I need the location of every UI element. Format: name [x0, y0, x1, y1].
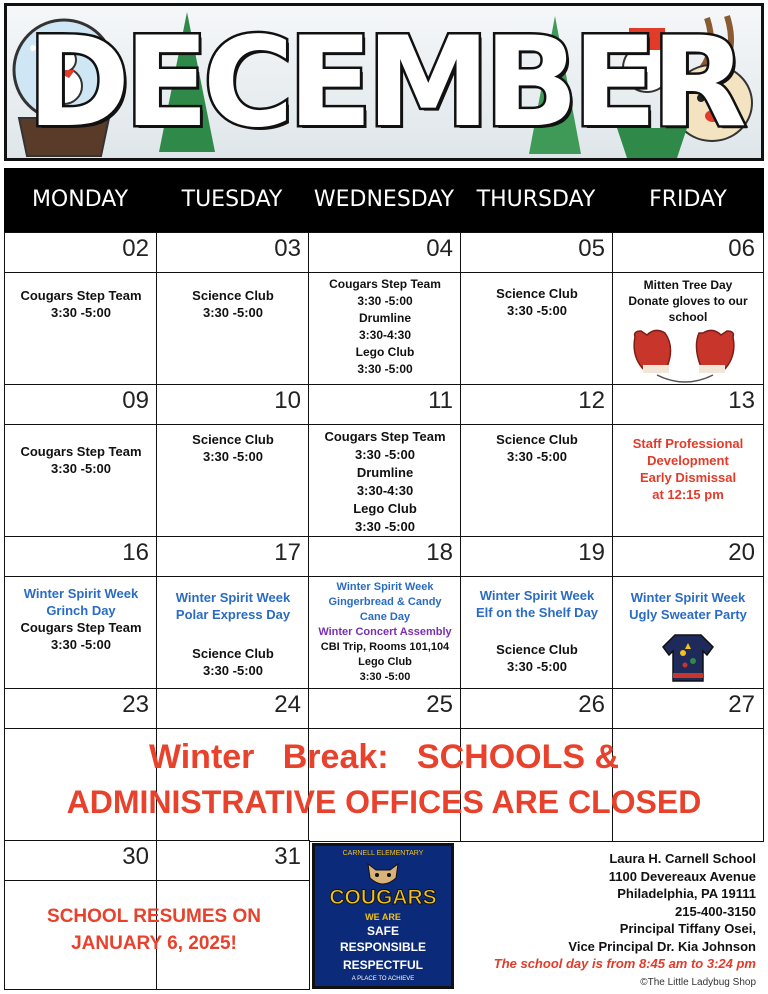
date-number: 16	[122, 539, 149, 566]
concert-line: Winter Concert Assembly	[318, 626, 452, 638]
date-number: 19	[578, 539, 605, 566]
date-number: 26	[578, 691, 605, 718]
event-cell	[308, 576, 462, 690]
event-cell	[460, 272, 614, 386]
date-cell	[460, 384, 614, 426]
event-line: Drumline	[358, 311, 411, 325]
event-cell	[460, 576, 614, 690]
event-cell	[4, 272, 158, 386]
event-line: 3:30-4:30	[356, 483, 414, 498]
date-number: 25	[426, 691, 453, 718]
winter-break-line: ADMINISTRATIVE OFFICES ARE CLOSED	[66, 784, 702, 820]
event-line: Lego Club	[358, 656, 412, 668]
event-cell	[156, 576, 310, 690]
date-number: 02	[122, 235, 149, 262]
event-line: Science Club	[192, 288, 274, 303]
mittens-icon	[627, 327, 747, 383]
date-cell	[156, 384, 310, 426]
date-number: 05	[578, 235, 605, 262]
date-number: 03	[274, 235, 301, 262]
date-cell	[4, 536, 158, 578]
logo-responsible: RESPONSIBLE	[339, 940, 426, 954]
copyright: ©The Little Ladybug Shop	[640, 977, 756, 988]
resume-line: JANUARY 6, 2025!	[71, 933, 237, 954]
school-name: Laura H. Carnell School	[609, 851, 756, 866]
event-line: 3:30 -5:00	[355, 447, 415, 462]
logo-we-are: WE ARE	[365, 912, 401, 922]
logo-name: COUGARS	[329, 886, 437, 909]
event-cell	[4, 576, 158, 690]
date-number: 17	[274, 539, 301, 566]
spirit-week-line: Winter Spirit Week	[23, 586, 139, 601]
event-cell	[460, 424, 614, 538]
resume-line: SCHOOL RESUMES ON	[47, 906, 261, 927]
event-line: Science Club	[496, 642, 578, 657]
event-line: 3:30 -5:00	[51, 461, 111, 476]
event-line: Science Club	[496, 286, 578, 301]
weekday-label: WEDNESDAY	[313, 187, 455, 212]
event-line: CBI Trip, Rooms 101,104	[320, 641, 450, 653]
event-line: 3:30 -5:00	[507, 449, 567, 464]
event-cell	[612, 272, 764, 386]
event-line: Cougars Step Team	[20, 620, 142, 635]
date-cell	[156, 536, 310, 578]
school-phone: 215-400-3150	[675, 903, 756, 919]
date-cell	[612, 384, 764, 426]
date-number: 09	[122, 387, 149, 414]
date-number: 20	[728, 539, 755, 566]
event-cell	[308, 272, 462, 386]
cougar-icon	[364, 860, 402, 888]
event-line: 3:30 -5:00	[507, 303, 567, 318]
spirit-week-line: Winter Spirit Week	[630, 590, 746, 605]
event-line: 3:30 -5:00	[203, 305, 263, 320]
date-cell	[4, 840, 158, 882]
date-cell	[460, 232, 614, 274]
date-cell	[4, 688, 158, 730]
date-cell	[156, 840, 310, 882]
school-street: 1100 Devereaux Avenue	[608, 868, 756, 884]
winter-break-line: Winter Break: SCHOOLS &	[148, 738, 620, 776]
date-number: 23	[122, 691, 149, 718]
spirit-week-line: Elf on the Shelf Day	[475, 605, 599, 620]
event-line: 3:30 -5:00	[203, 663, 263, 678]
school-hours: The school day is from 8:45 am to 3:24 pm	[493, 956, 756, 971]
school-city: Philadelphia, PA 19111	[617, 886, 756, 901]
date-cell	[460, 536, 614, 578]
date-cell	[308, 536, 462, 578]
event-cell	[156, 424, 310, 538]
logo-safe: SAFE	[366, 924, 399, 938]
event-line: Cougars Step Team	[324, 429, 446, 444]
date-cell	[612, 688, 764, 730]
event-line: 3:30 -5:00	[355, 519, 415, 534]
event-line: 3:30 -5:00	[51, 305, 111, 320]
event-line: 3:30 -5:00	[359, 671, 411, 683]
date-number: 18	[426, 539, 453, 566]
event-line: 3:30 -5:00	[203, 449, 263, 464]
date-cell	[308, 232, 462, 274]
spirit-week-line: Winter Spirit Week	[479, 588, 595, 603]
weekday-header	[4, 168, 764, 232]
spirit-week-line: Winter Spirit Week	[336, 581, 434, 593]
date-cell	[156, 232, 310, 274]
event-line: 3:30 -5:00	[51, 637, 111, 652]
date-cell	[4, 384, 158, 426]
spirit-week-line: Gingerbread & Candy	[328, 596, 442, 608]
event-line: Donate gloves to our	[628, 294, 748, 308]
date-cell	[308, 384, 462, 426]
december-banner	[4, 3, 764, 161]
school-info	[426, 850, 756, 973]
event-line: Science Club	[192, 432, 274, 447]
event-line: Development	[647, 453, 729, 468]
event-line: Cougars Step Team	[329, 277, 441, 291]
date-number: 06	[728, 235, 755, 262]
date-number: 12	[578, 387, 605, 414]
date-cell	[612, 232, 764, 274]
event-line: Drumline	[356, 465, 414, 480]
date-number: 13	[728, 387, 755, 414]
event-cell	[612, 424, 764, 538]
event-line: 3:30 -5:00	[507, 659, 567, 674]
date-number: 04	[426, 235, 453, 262]
date-number: 30	[122, 843, 149, 870]
page-title: DECEMBER	[27, 11, 741, 155]
event-cell	[156, 272, 310, 386]
event-line: at 12:15 pm	[652, 487, 724, 502]
event-line: Early Dismissal	[639, 470, 737, 485]
event-cell	[612, 576, 764, 690]
event-line: 3:30-4:30	[358, 328, 412, 342]
date-number: 31	[274, 843, 301, 870]
logo-top-text: CARNELL ELEMENTARY	[342, 850, 424, 857]
event-line: Staff Professional	[632, 436, 744, 451]
date-cell	[612, 536, 764, 578]
weekday-label: TUESDAY	[181, 187, 283, 212]
event-line: Science Club	[496, 432, 578, 447]
date-cell	[308, 688, 462, 730]
logo-respectful: RESPECTFUL	[342, 958, 423, 972]
principal: Principal Tiffany Osei,	[619, 921, 756, 936]
event-line: 3:30 -5:00	[357, 362, 413, 376]
weekday-label: MONDAY	[31, 187, 129, 212]
ugly-sweater-icon	[661, 633, 715, 683]
event-cell	[308, 424, 462, 538]
event-line: Science Club	[192, 646, 274, 661]
event-line: Mitten Tree Day	[643, 278, 733, 292]
date-number: 11	[428, 387, 453, 414]
event-line: Cougars Step Team	[20, 444, 142, 459]
weekday-label: THURSDAY	[476, 187, 596, 212]
event-line: Lego Club	[353, 501, 417, 516]
school-resumes-notice	[4, 903, 304, 957]
spirit-week-line: Cane Day	[359, 611, 411, 623]
weekday-label: FRIDAY	[649, 187, 727, 212]
logo-motto: A PLACE TO ACHIEVE	[351, 976, 415, 982]
date-number: 24	[274, 691, 301, 718]
vice-principal: Vice Principal Dr. Kia Johnson	[568, 938, 756, 954]
date-number: 27	[728, 691, 755, 718]
event-cell	[4, 424, 158, 538]
spirit-week-line: Winter Spirit Week	[175, 590, 291, 605]
date-number: 10	[274, 387, 301, 414]
event-line: Lego Club	[355, 345, 415, 359]
event-line: Cougars Step Team	[20, 288, 142, 303]
event-line: 3:30 -5:00	[357, 294, 413, 308]
spirit-week-line: Polar Express Day	[175, 607, 291, 622]
date-cell	[4, 232, 158, 274]
spirit-week-line: Ugly Sweater Party	[629, 607, 747, 622]
spirit-week-line: Grinch Day	[46, 603, 116, 618]
winter-break-notice	[4, 735, 764, 825]
date-cell	[460, 688, 614, 730]
event-line: school	[668, 310, 708, 324]
date-cell	[156, 688, 310, 730]
